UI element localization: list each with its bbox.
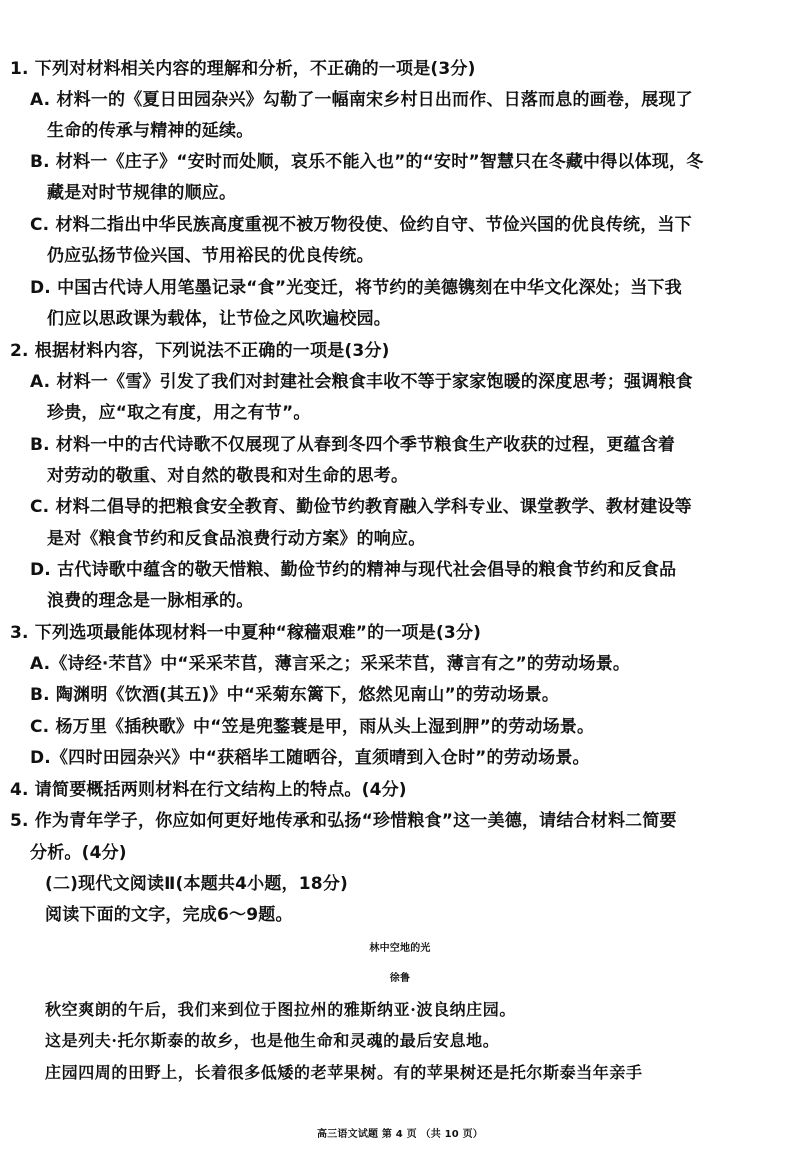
article-author: 徐鲁 bbox=[389, 973, 411, 984]
question-3-option-a: A.《诗经·芣苢》中“采采芣苢，薄言采之；采采芣苢，薄言有之”的劳动场景。 bbox=[30, 654, 631, 674]
question-3-option-d: D.《四时田园杂兴》中“获稻毕工随晒谷，直须晴到入仓时”的劳动场景。 bbox=[30, 748, 590, 768]
question-2-option-a: A. 材料一《雪》引发了我们对封建社会粮食丰收不等于家家饱暖的深度思考；强调粮食 bbox=[30, 372, 693, 392]
question-2-option-d: D. 古代诗歌中蕴含的敬天惜粮、勤俭节约的精神与现代社会倡导的粮食节约和反食品 bbox=[30, 560, 677, 580]
question-2-option-b: B. 材料一中的古代诗歌不仅展现了从春到冬四个季节粮食生产收获的过程，更蕴含着 bbox=[30, 435, 676, 455]
question-1-option-d: D. 中国古代诗人用笔墨记录“食”光变迁，将节约的美德镌刻在中华文化深处；当下我 bbox=[30, 278, 682, 298]
article-paragraph: 庄园四周的田野上，长着很多低矮的老苹果树。有的苹果树还是托尔斯泰当年亲手 bbox=[45, 1063, 643, 1082]
question-5-stem: 5. 作为青年学子，你应如何更好地传承和弘扬“珍惜粮食”这一美德，请结合材料二简要 bbox=[10, 811, 677, 831]
question-2-option-c-cont: 是对《粮食节约和反食品浪费行动方案》的响应。 bbox=[47, 529, 426, 549]
question-1-option-b: B. 材料一《庄子》“安时而处顺，哀乐不能入也”的“安时”智慧只在冬藏中得以体现，冬 bbox=[30, 152, 704, 172]
question-1-option-c: C. 材料二指出中华民族高度重视不被万物役使、俭约自守、节俭兴国的优良传统，当下 bbox=[30, 215, 692, 235]
question-1-option-a: A. 材料一的《夏日田园杂兴》勾勒了一幅南宋乡村日出而作、日落而息的画卷，展现了 bbox=[30, 90, 693, 110]
question-1-option-c-cont: 仍应弘扬节俭兴国、节用裕民的优良传统。 bbox=[47, 246, 374, 266]
article-title: 林中空地的光 bbox=[369, 943, 431, 954]
question-1-option-a-cont: 生命的传承与精神的延续。 bbox=[47, 121, 254, 141]
question-2-option-b-cont: 对劳动的敬重、对自然的敬畏和对生命的思考。 bbox=[47, 466, 409, 486]
question-2-option-a-cont: 珍贵，应“取之有度，用之有节”。 bbox=[47, 403, 311, 423]
question-2-stem: 2. 根据材料内容，下列说法不正确的一项是(3分) bbox=[10, 341, 390, 361]
question-3-option-b: B. 陶渊明《饮酒(其五)》中“采菊东篱下，悠然见南山”的劳动场景。 bbox=[30, 685, 560, 705]
article-paragraph: 这是列夫·托尔斯泰的故乡，也是他生命和灵魂的最后安息地。 bbox=[45, 1031, 500, 1050]
question-1-option-d-cont: 们应以思政课为载体，让节俭之风吹遍校园。 bbox=[47, 309, 391, 329]
page-footer: 高三语文试题 第 4 页 （共 10 页） bbox=[317, 1129, 483, 1140]
question-2-option-c: C. 材料二倡导的把粮食安全教育、勤俭节约教育融入学科专业、课堂教学、教材建设等 bbox=[30, 497, 692, 517]
question-3-option-c: C. 杨万里《插秧歌》中“笠是兜鍪蓑是甲，雨从头上湿到胛”的劳动场景。 bbox=[30, 717, 595, 737]
section-heading: (二)现代文阅读Ⅱ(本题共4小题，18分) bbox=[45, 874, 348, 894]
article-paragraph: 秋空爽朗的午后，我们来到位于图拉州的雅斯纳亚·波良纳庄园。 bbox=[45, 1000, 516, 1019]
section-instruction: 阅读下面的文字，完成6～9题。 bbox=[45, 905, 293, 925]
question-1-stem: 1. 下列对材料相关内容的理解和分析，不正确的一项是(3分) bbox=[10, 59, 476, 79]
question-1-option-b-cont: 藏是对时节规律的顺应。 bbox=[47, 183, 237, 203]
question-3-stem: 3. 下列选项最能体现材料一中夏种“稼穑艰难”的一项是(3分) bbox=[10, 623, 482, 643]
question-5-stem-cont: 分析。(4分) bbox=[30, 843, 127, 863]
question-2-option-d-cont: 浪费的理念是一脉相承的。 bbox=[47, 591, 254, 611]
question-4-stem: 4. 请简要概括两则材料在行文结构上的特点。(4分) bbox=[10, 780, 407, 800]
